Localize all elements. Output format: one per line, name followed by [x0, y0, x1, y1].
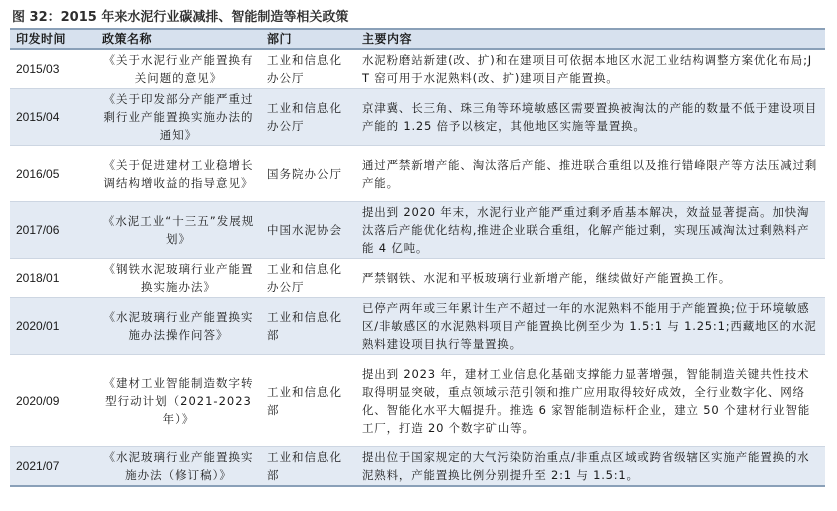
cell-content: 京津冀、长三角、珠三角等环境敏感区需要置换被淘汰的产能的数量不低于建设项目产能的 1.25 倍予以核定，其他地区实施等量置换。: [362, 101, 818, 133]
cell-policy: 《关于印发部分产能严重过剩行业产能置换实施办法的通知》: [103, 92, 254, 142]
cell-content: 水泥粉磨站新建(改、扩)和在建项目可依据本地区水泥工业结构调整方案优化布局;JT 窑可用于水泥熟料(改、扩)建项目产能置换。: [362, 53, 812, 85]
header-content: 主要内容: [362, 32, 413, 46]
table-row: [10, 447, 825, 487]
cell-dept: 工业和信息化部: [267, 450, 342, 482]
cell-dept: 工业和信息化部: [267, 384, 342, 417]
table-row: [10, 202, 825, 259]
header-dept: 部门: [267, 32, 293, 46]
cell-dept: 工业和信息化办公厅: [267, 53, 342, 85]
header-policy: 政策名称: [102, 32, 153, 46]
cell-date: 2015/03: [16, 62, 60, 76]
header-row: [10, 29, 825, 49]
cell-policy: 《水泥玻璃行业产能置换实施办法（修订稿）》: [103, 450, 254, 482]
cell-date: 2015/04: [16, 110, 60, 124]
table-row: [10, 49, 825, 89]
cell-content: 提出位于国家规定的大气污染防治重点/非重点区域或跨省级辖区实施产能置换的水泥熟料，产能置换比例分别提升至 2:1 与 1.5:1。: [362, 450, 810, 482]
table-row: [10, 355, 825, 447]
cell-policy: 《关于水泥行业产能置换有关问题的意见》: [103, 53, 254, 85]
cell-policy: 《钢铁水泥玻璃行业产能置换实施办法》: [103, 262, 254, 294]
table-row: [10, 146, 825, 202]
cell-content: 严禁钢铁、水泥和平板玻璃行业新增产能，继续做好产能置换工作。: [362, 271, 731, 285]
figure-title: 图 32：2015 年来水泥行业碳减排、智能制造等相关政策: [12, 10, 349, 25]
header-date: 印发时间: [16, 32, 67, 46]
cell-content: 已停产两年或三年累计生产不超过一年的水泥熟料不能用于产能置换;位于环境敏感区/非敏感区的水泥熟料项目产能置换比例至少为 1.5:1 与 1.25:1;西藏地区的水泥熟料建设项目执行等量置换。: [362, 301, 817, 351]
cell-policy: 《建材工业智能制造数字转型行动计划（2021-2023 年）》: [103, 375, 254, 426]
cell-content: 提出到 2023 年，建材工业信息化基础支撑能力显著增强，智能制造关键共性技术取得明显突破，重点领域示范引领和推广应用取得较好成效，全行业数字化、网络化、智能化水平大幅提升。推选 6 家智能制造标杆企业，建立 50 个建材行业智能工厂，打造 20 个数字矿山等。: [362, 366, 811, 435]
cell-dept: 中国水泥协会: [267, 223, 342, 237]
table-header: [10, 29, 825, 49]
cell-dept: 国务院办公厅: [267, 166, 342, 181]
cell-date: 2017/06: [16, 223, 60, 237]
table-row: [10, 89, 825, 146]
policy-table: [10, 28, 825, 487]
cell-dept: 工业和信息化办公厅: [267, 101, 342, 133]
cell-date: 2020/01: [16, 319, 60, 333]
table-row: [10, 298, 825, 355]
table-body: [10, 49, 825, 486]
cell-date: 2020/09: [16, 393, 60, 408]
cell-dept: 工业和信息化部: [267, 310, 342, 342]
cell-policy: 《水泥玻璃行业产能置换实施办法操作问答》: [103, 310, 254, 342]
table-row: [10, 259, 825, 298]
cell-policy: 《关于促进建材工业稳增长调结构增收益的指导意见》: [103, 157, 254, 190]
document-page: [10, 8, 825, 487]
cell-date: 2016/05: [16, 166, 60, 181]
cell-dept: 工业和信息化办公厅: [267, 262, 342, 294]
cell-content: 通过严禁新增产能、淘汰落后产能、推进联合重组以及推行错峰限产等方法压减过剩产能。: [362, 157, 818, 190]
cell-date: 2018/01: [16, 271, 60, 285]
cell-content: 提出到 2020 年末，水泥行业产能严重过剩矛盾基本解决，效益显著提高。加快淘汰落后产能优化结构,推进企业联合重组，化解产能过剩，实现压减淘汰过剩熟料产能 4 亿吨。: [362, 205, 810, 255]
cell-date: 2021/07: [16, 459, 60, 473]
cell-policy: 《水泥工业“十三五”发展规划》: [102, 214, 255, 246]
